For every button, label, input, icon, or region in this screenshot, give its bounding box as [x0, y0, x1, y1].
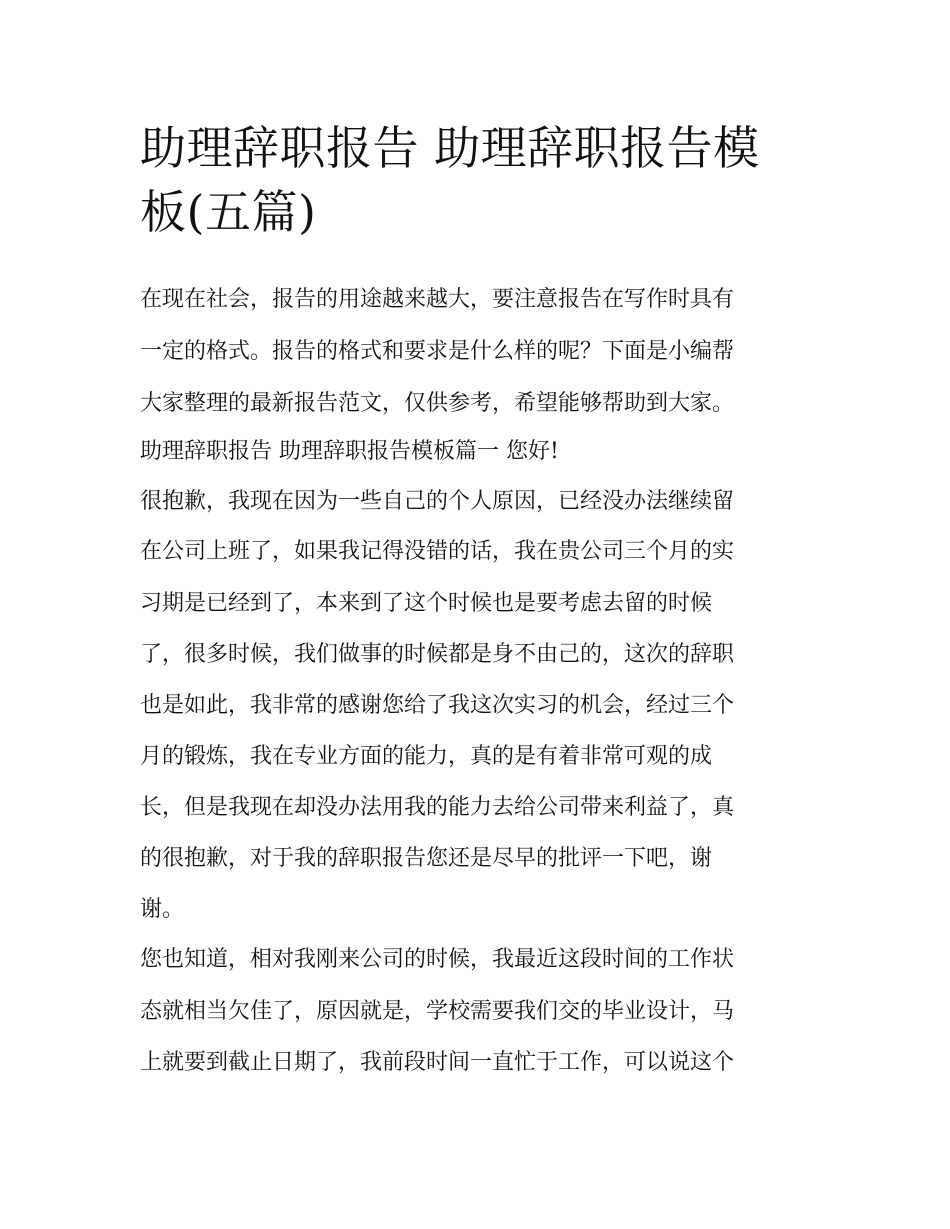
- body-line-13: 谢。: [140, 897, 185, 922]
- body-line-5: 很抱歉，我现在因为一些自己的个人原因，已经没办法继续留: [140, 489, 735, 514]
- body-line-3: 大家整理的最新报告范文，仅供参考，希望能够帮助到大家。: [140, 391, 735, 416]
- body-line-6: 在公司上班了，如果我记得没错的话，我在贵公司三个月的实: [140, 539, 735, 564]
- body-line-16: 上就要到截止日期了，我前段时间一直忙于工作，可以说这个: [140, 1050, 735, 1075]
- title-line-1: 助理辞职报告 助理辞职报告模: [140, 121, 760, 175]
- body-line-7: 习期是已经到了，本来到了这个时候也是要考虑去留的时候: [140, 591, 713, 616]
- body-line-15: 态就相当欠佳了，原因就是，学校需要我们交的毕业设计，马: [140, 999, 735, 1024]
- body-line-11: 长，但是我现在却没办法用我的能力去给公司带来利益了，真: [140, 795, 735, 820]
- body-line-10: 月的锻炼，我在专业方面的能力，真的是有着非常可观的成: [140, 744, 713, 769]
- title-line-2: 板(五篇): [140, 185, 317, 239]
- body-line-2: 一定的格式。报告的格式和要求是什么样的呢？下面是小编帮: [140, 339, 735, 364]
- body-line-1: 在现在社会，报告的用途越来越大，要注意报告在写作时具有: [140, 287, 735, 312]
- body-line-14: 您也知道，相对我刚来公司的时候，我最近这段时间的工作状: [140, 947, 735, 972]
- body-line-12: 的很抱歉，对于我的辞职报告您还是尽早的批评一下吧，谢: [140, 846, 713, 871]
- body-line-8: 了，很多时候，我们做事的时候都是身不由己的，这次的辞职: [140, 642, 735, 667]
- body-line-9: 也是如此，我非常的感谢您给了我这次实习的机会，经过三个: [140, 693, 735, 718]
- document-title: [140, 116, 820, 244]
- body-line-4: 助理辞职报告 助理辞职报告模板篇一 您好!: [140, 439, 559, 464]
